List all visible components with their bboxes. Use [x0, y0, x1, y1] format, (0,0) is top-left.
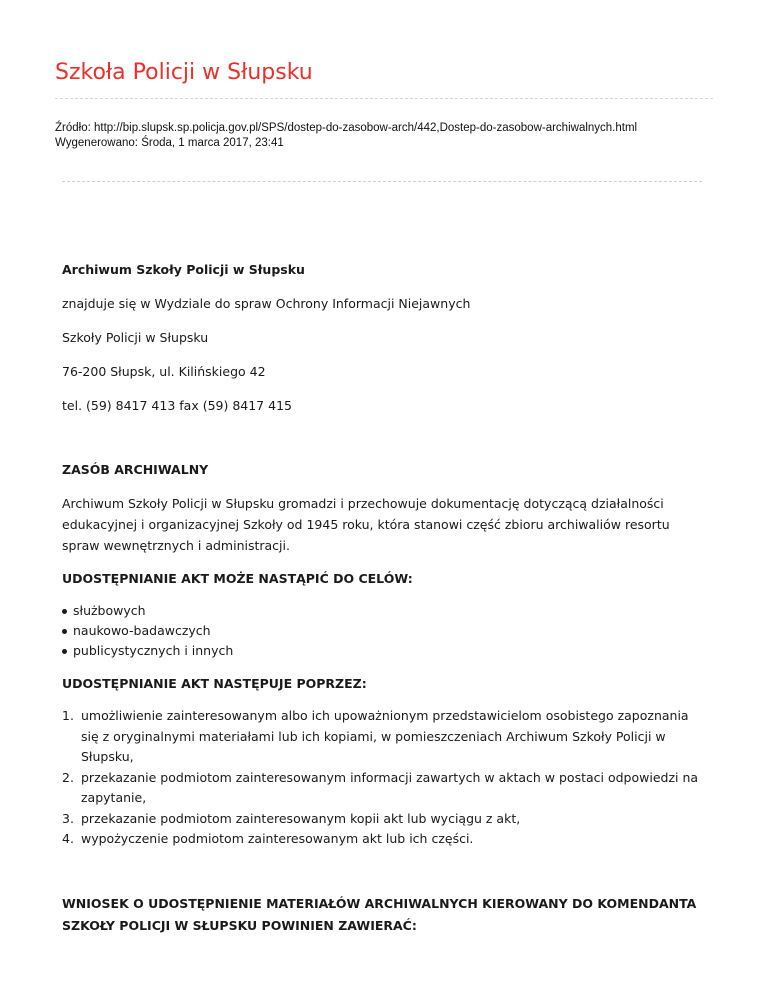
bullet-icon: [62, 629, 67, 634]
archive-title: Archiwum Szkoły Policji w Słupsku: [62, 262, 305, 277]
cele-heading: UDOSTĘPNIANIE AKT MOŻE NASTĄPIĆ DO CELÓW:: [62, 571, 413, 586]
bullet-icon: [62, 609, 67, 614]
meta-divider: [62, 181, 702, 182]
address-line-4: tel. (59) 8417 413 fax (59) 8417 415: [62, 398, 292, 413]
list-item-text: umożliwienie zainteresowanym albo ich upoważnionym przedstawicielom osobistego zapoznania się z oryginalnymi materiałami lub ich kopiami, w pomieszczeniach Archiwum Szkoły Policji w Słupsku,: [81, 708, 689, 764]
wniosek-heading-line-2: SZKOŁY POLICJI W SŁUPSKU POWINIEN ZAWIERAĆ:: [62, 917, 417, 933]
list-item: [62, 809, 702, 830]
address-line-1: znajduje się w Wydziale do spraw Ochrony Informacji Niejawnych: [62, 296, 471, 311]
list-item: [62, 829, 702, 850]
list-item: [62, 601, 702, 621]
list-item-text: przekazanie podmiotom zainteresowanym informacji zawartych w aktach w postaci odpowiedzi na zapytanie,: [81, 769, 699, 805]
list-number: 1.: [62, 708, 74, 723]
cele-list: [62, 601, 702, 661]
list-item-text: publicystycznych i innych: [73, 643, 234, 658]
generated-line: Wygenerowano: Środa, 1 marca 2017, 23:41: [55, 137, 284, 149]
list-item: [62, 641, 702, 661]
list-item-text: wypożyczenie podmiotom zainteresowanym akt lub ich części.: [81, 831, 474, 846]
document-meta: [55, 121, 637, 151]
source-line: Źródło: http://bip.slupsk.sp.policja.gov.pl/SPS/dostep-do-zasobow-arch/442,Dostep-do-zasobow-archiwalnych.html: [55, 122, 638, 134]
zasob-text: Archiwum Szkoły Policji w Słupsku gromadzi i przechowuje dokumentację dotyczącą działalności edukacyjnej i organizacyjnej Szkoły od 1945 roku, która stanowi część zbioru archiwaliów resortu spraw wewnętrznych i administracji.: [62, 496, 670, 553]
list-item-text: przekazanie podmiotom zainteresowanym kopii akt lub wyciągu z akt,: [81, 810, 521, 826]
header-divider: [55, 98, 713, 99]
list-number: 3.: [62, 810, 74, 826]
article-content: [62, 256, 702, 937]
wniosek-heading-line-1: WNIOSEK O UDOSTĘPNIENIE MATERIAŁÓW ARCHIWALNYCH KIEROWANY DO KOMENDANTA: [62, 895, 697, 911]
address-line-3: 76-200 Słupsk, ul. Kilińskiego 42: [62, 364, 266, 379]
bullet-icon: [62, 649, 67, 654]
list-item: [62, 706, 702, 768]
address-line-2: Szkoły Policji w Słupsku: [62, 330, 209, 345]
site-title: Szkoła Policji w Słupsku: [55, 60, 313, 85]
list-number: 4.: [62, 831, 74, 846]
poprzez-heading: UDOSTĘPNIANIE AKT NASTĘPUJE POPRZEZ:: [62, 676, 367, 691]
poprzez-list: [62, 706, 702, 850]
wniosek-heading: [62, 893, 702, 937]
list-number: 2.: [62, 769, 74, 785]
list-item: [62, 621, 702, 641]
zasob-heading: ZASÓB ARCHIWALNY: [62, 462, 209, 477]
list-item-text: naukowo-badawczych: [73, 623, 211, 638]
list-item-text: służbowych: [73, 603, 146, 618]
list-item: [62, 768, 702, 809]
